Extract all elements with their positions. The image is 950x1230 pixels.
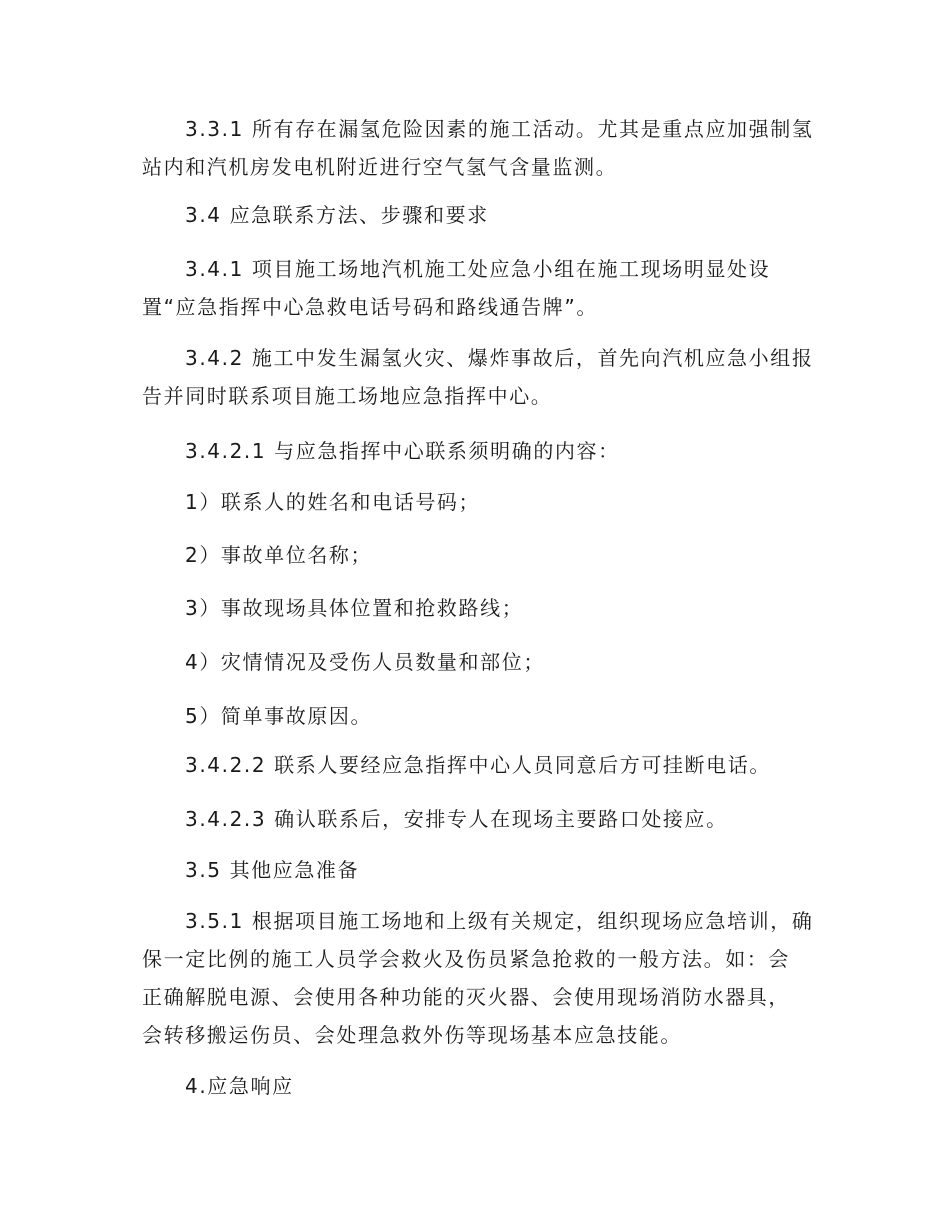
paragraph-3-4-2-3 <box>142 800 822 838</box>
paragraph-3-4-1 <box>142 250 822 326</box>
text-line: 置“应急指挥中心急救电话号码和路线通告牌”。 <box>142 295 598 319</box>
text-line: 保一定比例的施工人员学会救火及伤员紧急抢救的一般方法。如：会 <box>142 947 790 971</box>
text-line: 会转移搬运伤员、会处理急救外伤等现场基本应急技能。 <box>142 1023 682 1047</box>
text-line: 3.4.2.3 确认联系后，安排专人在现场主要路口处接应。 <box>185 807 728 831</box>
text-line: 3.4 应急联系方法、步骤和要求 <box>185 203 489 227</box>
text-line: 3.4.1 项目施工场地汽机施工处应急小组在施工现场明显处设 <box>185 257 771 281</box>
text-line: 1）联系人的姓名和电话号码； <box>185 490 481 514</box>
text-line: 3.5.1 根据项目施工场地和上级有关规定，组织现场应急培训，确 <box>185 909 814 933</box>
heading-4 <box>142 1067 822 1105</box>
list-item-1 <box>142 483 822 521</box>
heading-3-4 <box>142 196 822 234</box>
text-line: 告并同时联系项目施工场地应急指挥中心。 <box>142 384 553 408</box>
list-item-4 <box>142 643 822 681</box>
text-line: 3.4.2 施工中发生漏氢火灾、爆炸事故后，首先向汽机应急小组报 <box>185 346 814 370</box>
text-line: 3.3.1 所有存在漏氢危险因素的施工活动。尤其是重点应加强制氢 <box>185 117 814 141</box>
list-item-2 <box>142 536 822 574</box>
text-line: 4.应急响应 <box>185 1074 294 1098</box>
text-line: 正确解脱电源、会使用各种功能的灭火器、会使用现场消防水器具， <box>142 985 790 1009</box>
text-line: 站内和汽机房发电机附近进行空气氢气含量监测。 <box>142 155 618 179</box>
list-item-5 <box>142 697 822 735</box>
text-line: 2）事故单位名称； <box>185 543 373 567</box>
paragraph-3-5-1 <box>142 902 822 1054</box>
paragraph-3-4-2-1 <box>142 432 822 470</box>
text-line: 3.5 其他应急准备 <box>185 858 360 882</box>
paragraph-3-3-1 <box>142 110 822 186</box>
text-line: 3.4.2.1 与应急指挥中心联系须明确的内容： <box>185 439 620 463</box>
heading-3-5 <box>142 851 822 889</box>
text-line: 4）灾情情况及受伤人员数量和部位； <box>185 650 545 674</box>
text-line: 3）事故现场具体位置和抢救路线； <box>185 596 524 620</box>
list-item-3 <box>142 589 822 627</box>
paragraph-3-4-2-2 <box>142 746 822 784</box>
paragraph-3-4-2 <box>142 339 822 415</box>
text-line: 3.4.2.2 联系人要经应急指挥中心人员同意后方可挂断电话。 <box>185 753 771 777</box>
text-line: 5）简单事故原因。 <box>185 704 373 728</box>
